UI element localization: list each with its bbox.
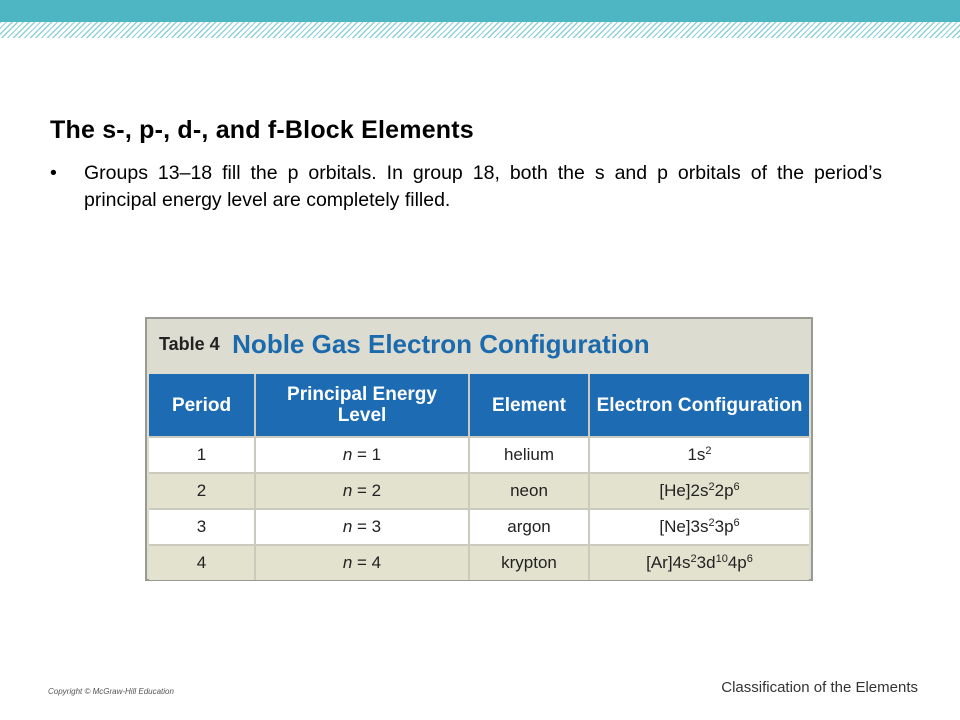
top-banner (0, 0, 960, 22)
config-superscript: 6 (733, 517, 740, 529)
config-text: [Ar]4s (646, 553, 691, 572)
cell-period: 3 (149, 509, 255, 545)
bullet-item: • Groups 13–18 fill the p orbitals. In group 18, both the s and p orbitals of the period’s principal energy level are completely filled. (50, 160, 882, 214)
cell-energy-level (255, 437, 469, 473)
config-superscript: 10 (715, 553, 728, 565)
cell-period: 4 (149, 545, 255, 580)
data-table (149, 374, 809, 580)
header-period: Period (149, 374, 255, 437)
config-text: [Ne]3s (659, 517, 709, 536)
table-heading: Noble Gas Electron Configuration (232, 329, 650, 359)
header-row (149, 374, 809, 437)
footer-topic: Classification of the Elements (721, 679, 918, 696)
cell-element: argon (469, 509, 589, 545)
config-text: 2p (714, 481, 734, 500)
top-hatch-stripe (0, 22, 960, 38)
cell-configuration (589, 545, 809, 580)
cell-element: krypton (469, 545, 589, 580)
cell-configuration (589, 473, 809, 509)
slide-title: The s-, p-, d-, and f-Block Elements (50, 116, 474, 144)
cell-period: 2 (149, 473, 255, 509)
config-superscript: 2 (690, 553, 697, 565)
n-value: = 1 (352, 445, 382, 464)
n-value: = 4 (352, 553, 382, 572)
n-symbol: n (342, 553, 353, 572)
config-text: 1s (687, 445, 706, 464)
config-superscript: 2 (708, 481, 715, 493)
header-principal-energy-level: Principal Energy Level (255, 374, 469, 437)
cell-element: neon (469, 473, 589, 509)
config-superscript: 6 (746, 553, 753, 565)
header-electron-configuration: Electron Configuration (589, 374, 809, 437)
n-symbol: n (342, 445, 353, 464)
table-caption (159, 329, 650, 365)
cell-period: 1 (149, 437, 255, 473)
cell-element: helium (469, 437, 589, 473)
config-text: 4p (727, 553, 747, 572)
cell-energy-level (255, 473, 469, 509)
n-value: = 3 (352, 517, 382, 536)
config-text: 3d (696, 553, 716, 572)
cell-energy-level (255, 545, 469, 580)
cell-energy-level (255, 509, 469, 545)
cell-configuration (589, 437, 809, 473)
n-symbol: n (342, 517, 353, 536)
header-element: Element (469, 374, 589, 437)
n-symbol: n (342, 481, 353, 500)
noble-gas-table (145, 317, 813, 581)
n-value: = 2 (352, 481, 382, 500)
config-superscript: 2 (708, 517, 715, 529)
config-text: [He]2s (659, 481, 709, 500)
config-superscript: 2 (705, 445, 712, 457)
config-superscript: 6 (733, 481, 740, 493)
config-text: 3p (714, 517, 734, 536)
table-label: Table 4 (159, 334, 220, 354)
table-row (149, 545, 809, 580)
table-row (149, 509, 809, 545)
table-row (149, 473, 809, 509)
bullet-list (50, 160, 882, 214)
table-row (149, 437, 809, 473)
copyright-notice: Copyright © McGraw-Hill Education (48, 687, 174, 696)
cell-configuration (589, 509, 809, 545)
